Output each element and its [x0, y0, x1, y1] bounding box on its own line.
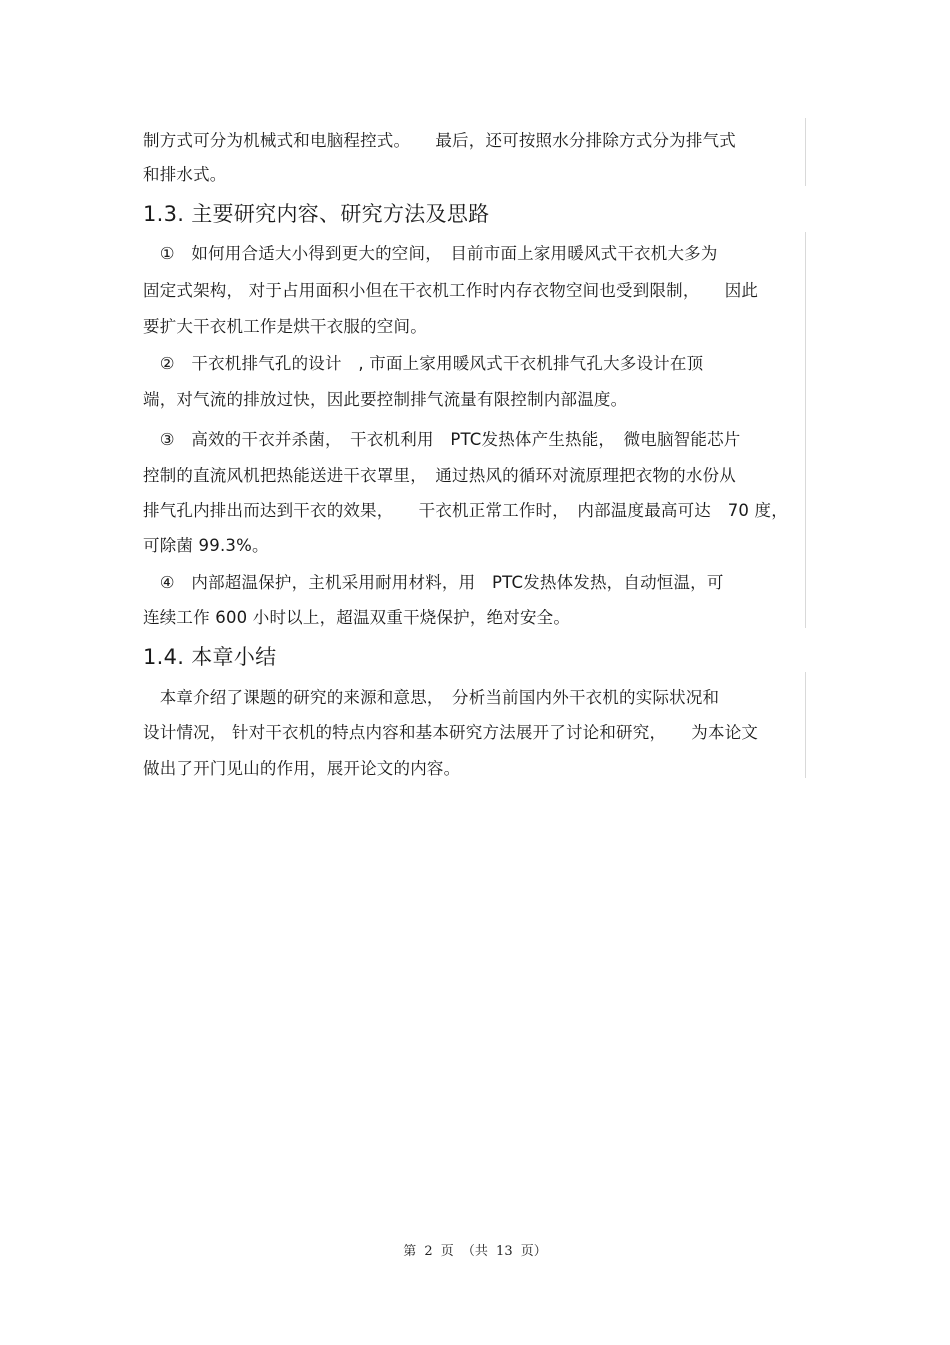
text-line: 设计情况， 针对干衣机的特点内容和基本研究方法展开了讨论和研究， 为本论文 — [143, 723, 759, 742]
text-line: 和排水式。 — [143, 165, 227, 184]
text-line: 固定式架构， 对于占用面积小但在干衣机工作时内存衣物空间也受到限制， 因此 — [143, 281, 759, 300]
text-line: 连续工作 600 小时以上，超温双重干烧保护，绝对安全。 — [143, 608, 571, 627]
section-1-4-body — [143, 672, 806, 778]
page-footer: 第 2 页 （共 13 页） — [403, 1244, 547, 1259]
text-line: ③ 高效的干衣并杀菌， 干衣机利用 PTC发热体产生热能， 微电脑智能芯片 — [143, 430, 741, 449]
text-line: 本章介绍了课题的研究的来源和意思， 分析当前国内外干衣机的实际状况和 — [143, 688, 720, 707]
text-line: 要扩大干衣机工作是烘干衣服的空间。 — [143, 317, 427, 336]
text-line: 可除菌 99.3%。 — [143, 536, 269, 555]
section-heading-1-3: 1.3. 主要研究内容、研究方法及思路 — [143, 202, 490, 226]
text-line: 制方式可分为机械式和电脑程控式。 最后，还可按照水分排除方式分为排气式 — [143, 131, 736, 150]
text-line: 排气孔内排出而达到干衣的效果， 干衣机正常工作时， 内部温度最高可达 70 度， — [143, 501, 788, 520]
section-heading-1-4: 1.4. 本章小结 — [143, 645, 277, 669]
text-line: ④ 内部超温保护，主机采用耐用材料，用 PTC发热体发热，自动恒温，可 — [143, 573, 724, 592]
text-line: 做出了开门见山的作用，展开论文的内容。 — [143, 759, 461, 778]
section-1-3-body — [143, 232, 806, 628]
text-line: 端，对气流的排放过快，因此要控制排气流量有限控制内部温度。 — [143, 390, 628, 409]
paragraph-continuation — [143, 118, 806, 186]
text-line: ① 如何用合适大小得到更大的空间， 目前市面上家用暖风式干衣机大多为 — [143, 244, 718, 263]
text-line: 控制的直流风机把热能送进干衣罩里， 通过热风的循环对流原理把衣物的水份从 — [143, 466, 736, 485]
text-line: ② 干衣机排气孔的设计 , 市面上家用暖风式干衣机排气孔大多设计在顶 — [143, 354, 704, 373]
